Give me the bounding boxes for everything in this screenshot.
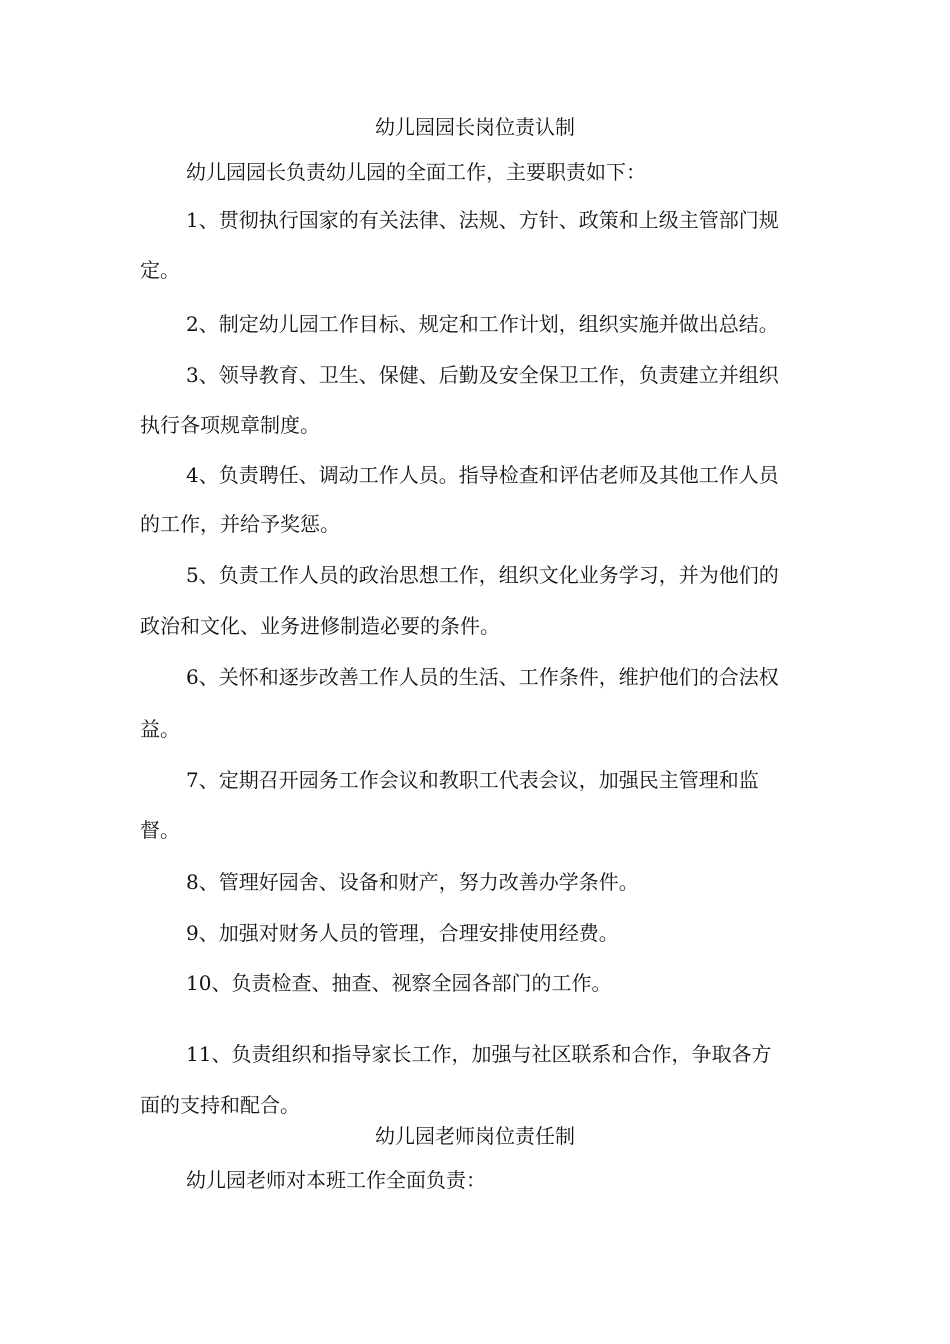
item-1-line-2: 定。 [140, 258, 180, 282]
item-6-line-1: 6、关怀和逐步改善工作人员的生活、工作条件，维护他们的合法权 [186, 665, 779, 689]
item-7-line-1: 7、定期召开园务工作会议和教职工代表会议，加强民主管理和监 [186, 768, 759, 792]
item-3-line-2: 执行各项规章制度。 [140, 413, 320, 437]
item-3-line-1: 3、领导教育、卫生、保健、后勤及安全保卫工作，负责建立并组织 [186, 363, 779, 387]
section-title: 幼儿园老师岗位责任制 [375, 1124, 575, 1148]
item-5-line-2: 政治和文化、业务进修制造必要的条件。 [140, 614, 500, 638]
item-4-line-1: 4、负责聘任、调动工作人员。指导检查和评估老师及其他工作人员 [186, 463, 779, 487]
intro-paragraph: 幼儿园园长负责幼儿园的全面工作，主要职责如下： [186, 160, 646, 184]
item-8-line-1: 8、管理好园舍、设备和财产，努力改善办学条件。 [186, 870, 639, 894]
item-7-line-2: 督。 [140, 818, 180, 842]
item-11-line-2: 面的支持和配合。 [140, 1093, 300, 1117]
section-intro-paragraph: 幼儿园老师对本班工作全面负责： [186, 1168, 486, 1192]
item-10-line-1: 10、负责检查、抽查、视察全园各部门的工作。 [186, 971, 612, 995]
item-11-line-1: 11、负责组织和指导家长工作，加强与社区联系和合作，争取各方 [186, 1042, 772, 1066]
document-title: 幼儿园园长岗位责认制 [375, 115, 575, 139]
item-1-line-1: 1、贯彻执行国家的有关法律、法规、方针、政策和上级主管部门规 [186, 208, 779, 232]
item-5-line-1: 5、负责工作人员的政治思想工作，组织文化业务学习，并为他们的 [186, 563, 779, 587]
item-9-line-1: 9、加强对财务人员的管理，合理安排使用经费。 [186, 921, 619, 945]
item-6-line-2: 益。 [140, 717, 180, 741]
item-4-line-2: 的工作，并给予奖惩。 [140, 512, 340, 536]
item-2-line-1: 2、制定幼儿园工作目标、规定和工作计划，组织实施并做出总结。 [186, 312, 779, 336]
